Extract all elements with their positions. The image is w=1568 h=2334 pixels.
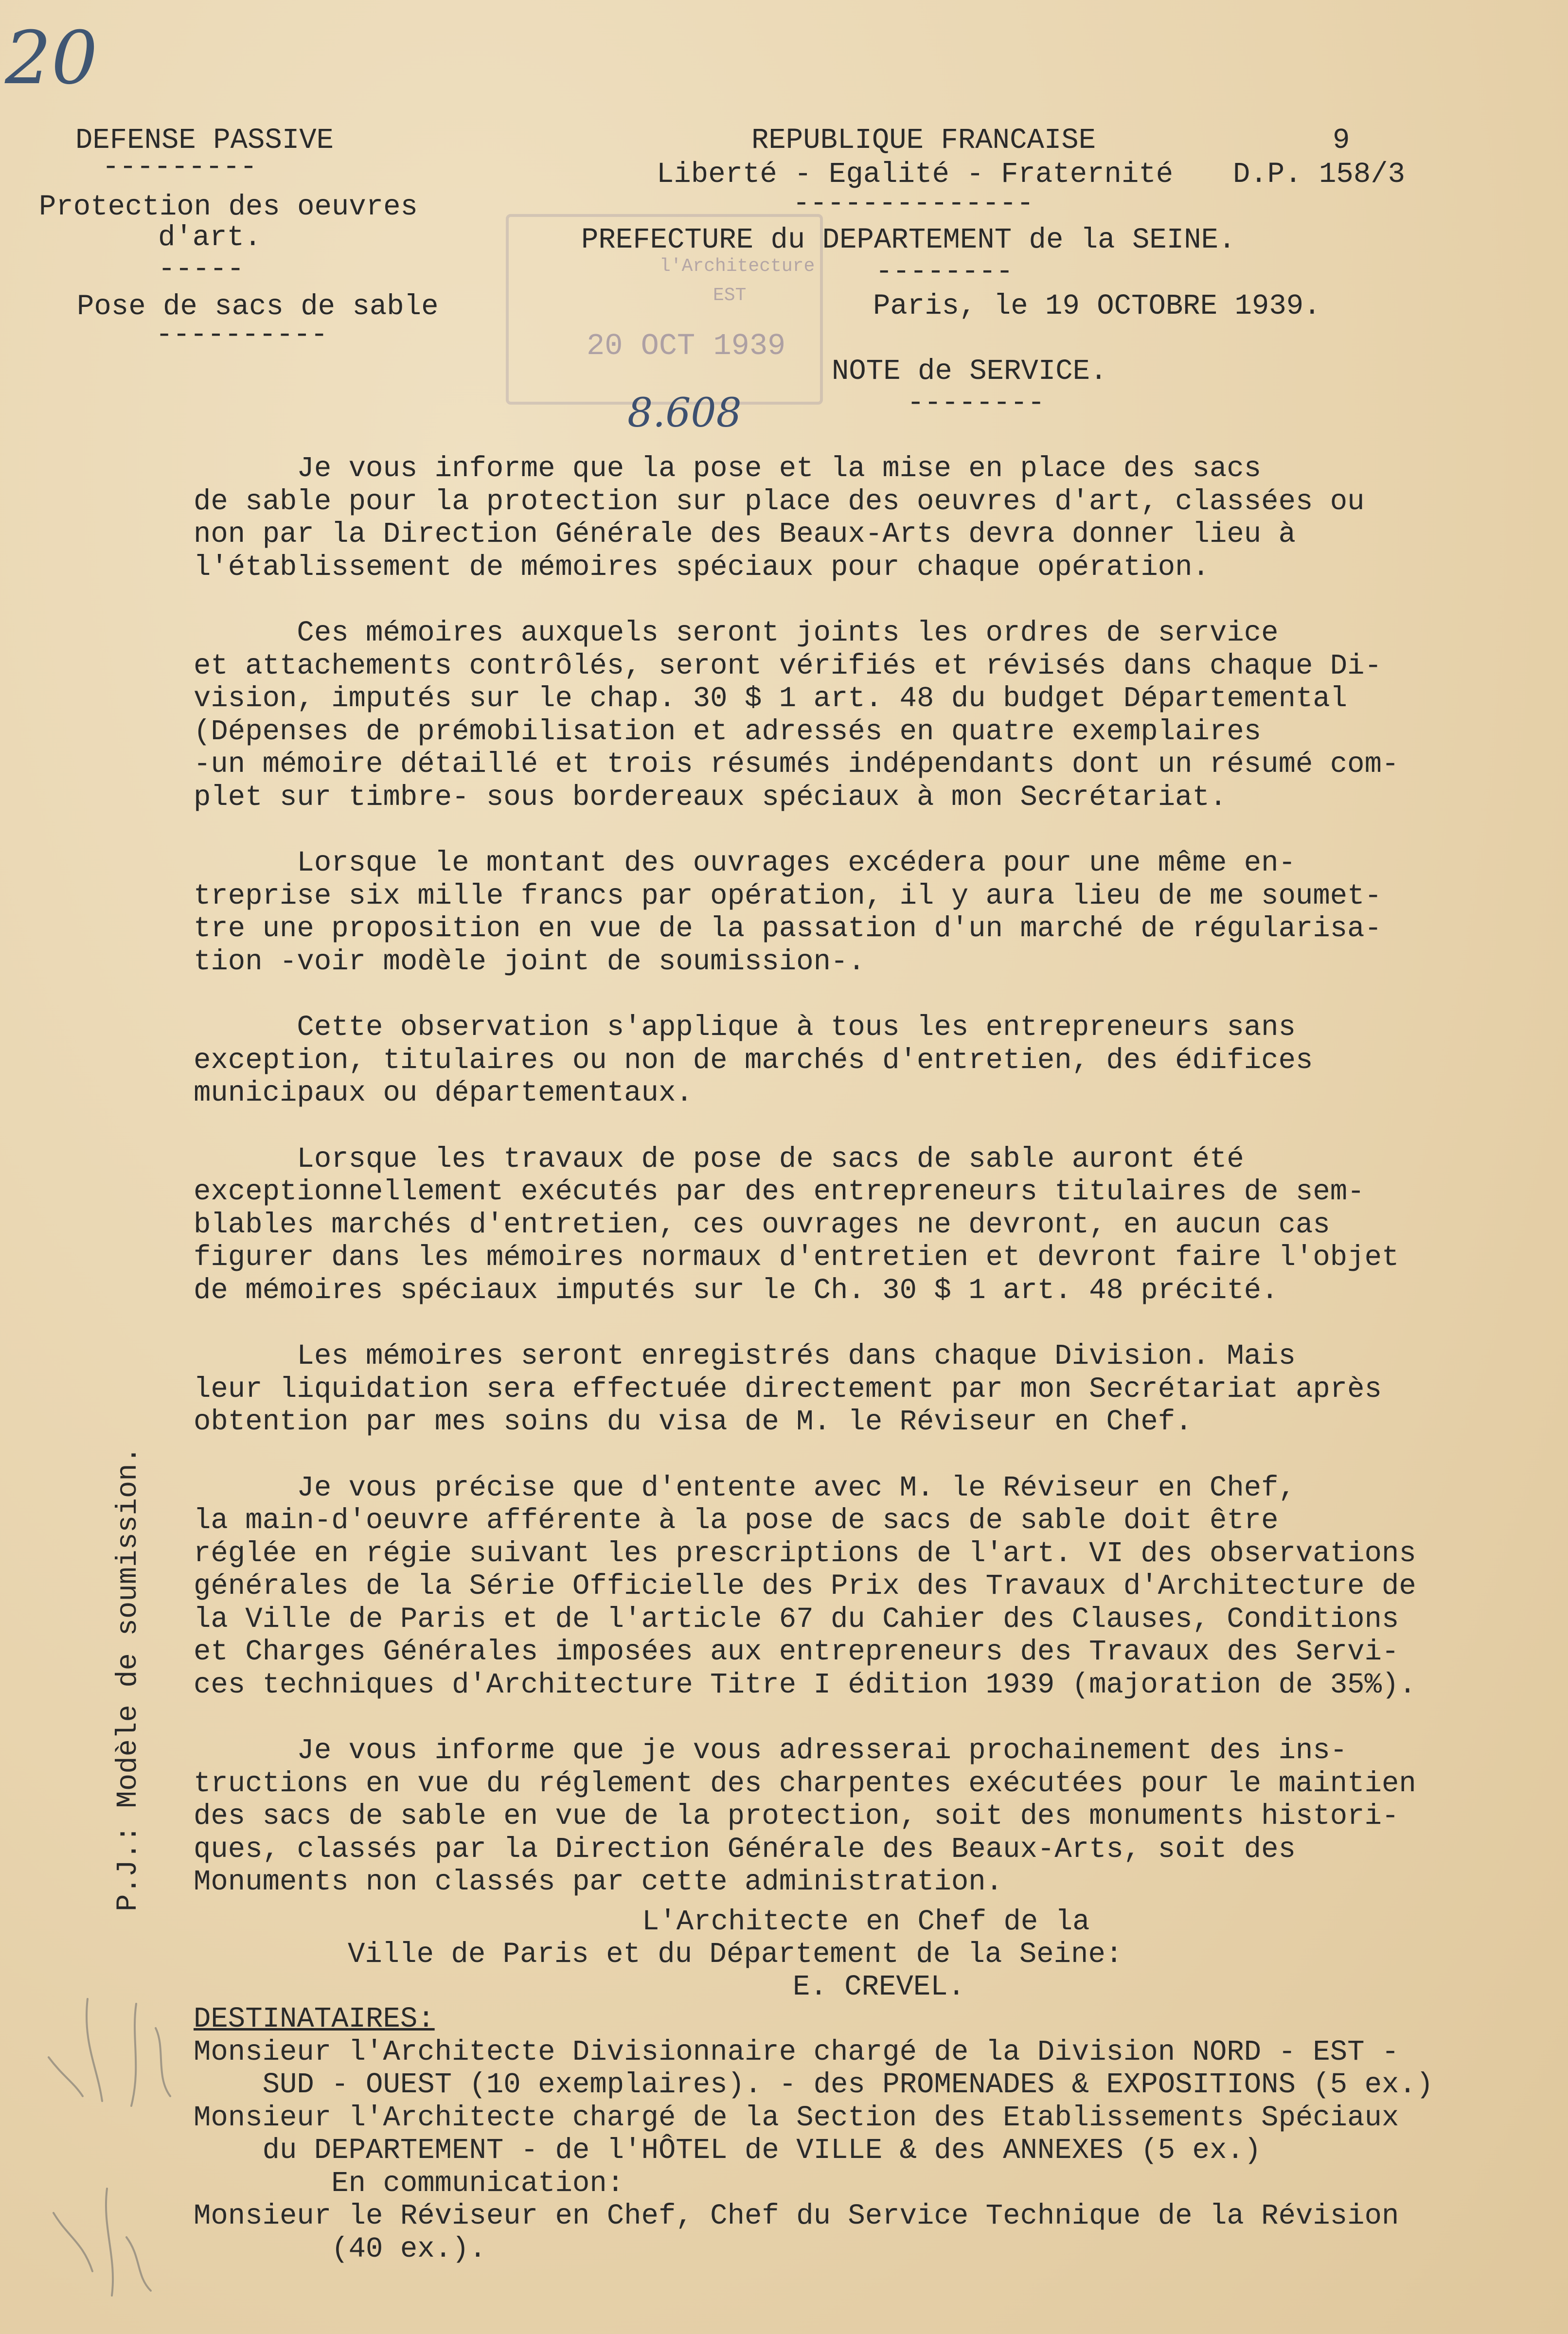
- body-line: blables marchés d'entretien, ces ouvrages ne devront, en aucun cas: [194, 1208, 1330, 1241]
- body-line: tructions en vue du réglement des charpentes exécutées pour le maintien: [194, 1767, 1416, 1800]
- body-line: Je vous précise que d'entente avec M. le Réviseur en Chef,: [194, 1471, 1296, 1504]
- header-left-divider-2: -----: [158, 253, 245, 285]
- body-line: exceptionnellement exécutés par des entrepreneurs titulaires de sem-: [194, 1176, 1365, 1208]
- header-subject-line-1: Protection des oeuvres: [39, 191, 418, 223]
- header-left-divider-1: ---------: [102, 151, 257, 183]
- body-line: Lorsque le montant des ouvrages excédera pour une même en-: [194, 847, 1296, 879]
- pencil-margin-marks: [10, 1984, 204, 2325]
- body-line: exception, titulaires ou non de marchés d'entretien, des édifices: [194, 1044, 1313, 1077]
- body-line: plet sur timbre- sous bordereaux spéciaux à mon Secrétariat.: [194, 781, 1227, 814]
- header-service: DEFENSE PASSIVE: [75, 124, 334, 157]
- body-line: Monuments non classés par cette administration.: [194, 1866, 1003, 1898]
- body-line: Je vous informe que je vous adresserai prochainement des ins-: [194, 1734, 1348, 1767]
- header-center-divider-1: --------------: [793, 187, 1034, 220]
- handwritten-registration: 8.608: [627, 390, 742, 436]
- body-line: treprise six mille francs par opération, il y aura lieu de me soumet-: [194, 879, 1382, 912]
- header-place-date: Paris, le 19 OCTOBRE 1939.: [873, 290, 1321, 322]
- header-center-divider-3: --------: [907, 387, 1045, 419]
- body-line: Lorsque les travaux de pose de sacs de sable auront été: [194, 1142, 1244, 1176]
- header-number: 9: [1333, 124, 1350, 157]
- communication-line: (40 ex.).: [194, 2232, 486, 2265]
- header-motto: Liberté - Egalité - Fraternité: [657, 158, 1174, 191]
- body-line: Cette observation s'applique à tous les entrepreneurs sans: [194, 1011, 1296, 1044]
- body-line: non par la Direction Générale des Beaux-Arts devra donner lieu à: [194, 518, 1296, 551]
- handwritten-page-number: 20: [5, 16, 98, 101]
- body-line: Je vous informe que la pose et la mise en place des sacs: [194, 452, 1262, 485]
- header-left-divider-3: ----------: [156, 319, 328, 351]
- stamp-text-2: EST: [713, 285, 747, 306]
- body-line: et Charges Générales imposées aux entrepreneurs des Travaux des Servi-: [194, 1636, 1399, 1668]
- body-line: la main-d'oeuvre afférente à la pose de sacs de sable doit être: [194, 1504, 1279, 1537]
- body-line: de mémoires spéciaux imputés sur le Ch. 30 $ 1 art. 48 précité.: [194, 1274, 1279, 1307]
- side-note-attachment: P.J.: Modèle de soumission.: [112, 1446, 144, 1911]
- communication-line: Monsieur le Réviseur en Chef, Chef du Service Technique de la Révision: [194, 2200, 1399, 2232]
- paragraph-4: [194, 1011, 1555, 1110]
- body-line: tion -voir modèle joint de soumission-.: [194, 945, 865, 978]
- body-line: leur liquidation sera effectuée directement par mon Secrétariat après: [194, 1372, 1382, 1406]
- communication-heading: En communication:: [194, 2167, 624, 2200]
- received-stamp: [506, 214, 823, 405]
- header-republic: REPUBLIQUE FRANCAISE: [751, 124, 1096, 157]
- body-line: obtention par mes soins du visa de M. le Réviseur en Chef.: [194, 1406, 1193, 1438]
- body-line: figurer dans les mémoires normaux d'entretien et devront faire l'objet: [194, 1241, 1399, 1274]
- body-line: Ces mémoires auxquels seront joints les ordres de service: [194, 617, 1279, 649]
- body-line: la Ville de Paris et de l'article 67 du Cahier des Clauses, Conditions: [194, 1603, 1399, 1636]
- body-line: réglée en régie suivant les prescriptions de l'art. VI des observations: [194, 1537, 1416, 1570]
- paragraph-3: [194, 847, 1555, 978]
- body-line: (Dépenses de prémobilisation et adressés en quatre exemplaires: [194, 715, 1262, 748]
- recipient-line: Monsieur l'Architecte Divisionnaire chargé de la Division NORD - EST -: [194, 2035, 1399, 2068]
- paragraph-6: [194, 1340, 1555, 1439]
- stamp-date: 20 OCT 1939: [587, 329, 786, 363]
- body-line: vision, imputés sur le chap. 30 $ 1 art. 48 du budget Départemental: [194, 682, 1348, 715]
- body-line: -un mémoire détaillé et trois résumés indépendants dont un résumé com-: [194, 748, 1399, 781]
- paragraph-8: [194, 1734, 1555, 1899]
- signature-title-line-2: Ville de Paris et du Département de la Seine:: [348, 1938, 1123, 1971]
- header-note-title: NOTE de SERVICE.: [832, 355, 1107, 388]
- body-line: l'établissement de mémoires spéciaux pour chaque opération.: [194, 551, 1210, 584]
- header-prefecture: PREFECTURE du DEPARTEMENT de la SEINE.: [581, 224, 1236, 256]
- body-line: municipaux ou départementaux.: [194, 1077, 693, 1109]
- stamp-text-1: l'Architecture: [659, 256, 815, 277]
- signature-title-line-1: L'Architecte en Chef de la: [642, 1906, 1090, 1938]
- recipient-line: SUD - OUEST (10 exemplaires). - des PROMENADES & EXPOSITIONS (5 ex.): [194, 2068, 1434, 2101]
- body-line: ques, classés par la Direction Générale des Beaux-Arts, soit des: [194, 1833, 1296, 1866]
- paragraph-7: [194, 1472, 1555, 1702]
- recipient-line: du DEPARTEMENT - de l'HÔTEL de VILLE & des ANNEXES (5 ex.): [194, 2134, 1262, 2167]
- header-center-divider-2: --------: [875, 255, 1014, 288]
- header-topic: Pose de sacs de sable: [77, 290, 439, 323]
- recipients-block: [194, 2003, 1555, 2265]
- header-reference: D.P. 158/3: [1233, 158, 1406, 191]
- note-body: [194, 452, 1555, 1899]
- paragraph-5: [194, 1143, 1555, 1307]
- body-line: Les mémoires seront enregistrés dans chaque Division. Mais: [194, 1340, 1296, 1372]
- recipient-line: Monsieur l'Architecte chargé de la Section des Etablissements Spéciaux: [194, 2101, 1399, 2134]
- paragraph-1: [194, 452, 1555, 584]
- recipients-heading: DESTINATAIRES:: [194, 2003, 435, 2035]
- header-subject-line-2: d'art.: [158, 221, 262, 254]
- body-line: et attachements contrôlés, seront vérifiés et révisés dans chaque Di-: [194, 649, 1382, 682]
- body-line: ces techniques d'Architecture Titre I édition 1939 (majoration de 35%).: [194, 1668, 1416, 1701]
- body-line: de sable pour la protection sur place des oeuvres d'art, classées ou: [194, 485, 1365, 518]
- body-line: tre une proposition en vue de la passation d'un marché de régularisa-: [194, 912, 1382, 945]
- signature-name: E. CREVEL.: [793, 1971, 965, 2003]
- paragraph-2: [194, 617, 1555, 814]
- body-line: des sacs de sable en vue de la protection, soit des monuments histori-: [194, 1800, 1399, 1833]
- body-line: générales de la Série Officielle des Prix des Travaux d'Architecture de: [194, 1570, 1416, 1603]
